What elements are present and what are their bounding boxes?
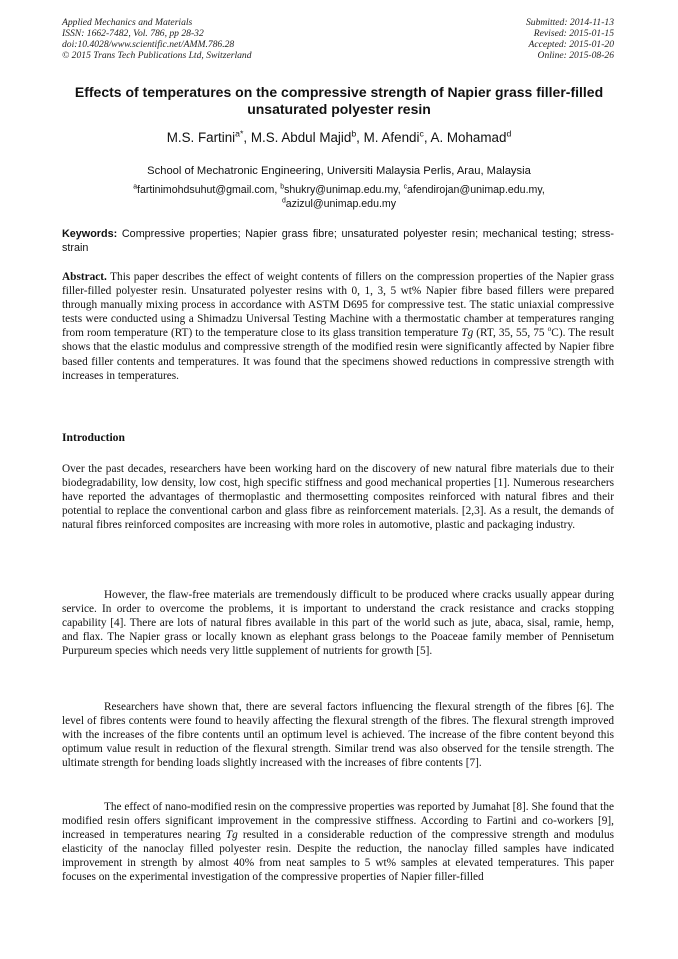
- copyright: © 2015 Trans Tech Publications Ltd, Switzerland: [62, 50, 252, 61]
- paper-title: Effects of temperatures on the compressive strength of Napier grass filler-filled unsaturated polyester resin: [74, 84, 604, 117]
- author-separator: ,: [423, 130, 431, 145]
- author-name: M.S. Abdul Majid: [250, 130, 352, 145]
- email-entry: [404, 184, 545, 196]
- intro-paragraph-2: However, the flaw-free materials are tremendously difficult to be produced where cracks usually appear during service. In order to overcome the problems, it is important to understand the crack resistance and cracks stopping capability [4]. There are lots of natural fibres available in this part of the world such as jute, abaca, sisal, ramie, hemp, and flax. The Napier grass or locally known as elephant grass belongs to the Poaceae family member of Pennisetum Purpureum species which needs very little supplement of nutrients for growth [5].: [62, 589, 614, 658]
- keywords: [62, 227, 614, 255]
- keywords-text: Compressive properties; Napier grass fibre; unsaturated polyester resin; mechanical testing; stress-strain: [62, 228, 614, 254]
- email-mark: b: [280, 183, 285, 191]
- doi: doi:10.4028/www.scientific.net/AMM.786.28: [62, 39, 235, 50]
- author-list: [62, 129, 616, 146]
- intro-paragraph-3: Researchers have shown that, there are several factors influencing the flexural strength of the fibres [6]. The level of fibres contents were found to heavily affecting the flexural strength of the fibres. The flexural strength improved with the increases of the fibre contents until an optimum level is achieved. The increase of the fibre content beyond this optimum value result in reduction of the flexural strength. Similar trend was also observed for the tensile strength. The ultimate strength for bending loads slightly increased with the increases of fibre contents [7].: [62, 701, 614, 770]
- abstract-text: C). The result shows that the elastic modulus and compressive strength of the modified resin were significantly affected by Napier fibre based filler contents and temperatures. It was found that the specimens showed reductions in compressive strength with increases in temperatures.: [62, 327, 614, 382]
- author-mark: b: [351, 128, 357, 139]
- email-address: shukry@unimap.edu.my,: [284, 184, 401, 196]
- submitted-date: Submitted: 2014-11-13: [525, 17, 614, 28]
- author-separator: ,: [356, 130, 364, 145]
- tg-symbol: Tg: [225, 829, 238, 842]
- email-address: afendirojan@unimap.edu.my,: [407, 184, 545, 196]
- email-entry: [280, 184, 400, 196]
- degree-mark: o: [547, 324, 552, 334]
- revised-date: Revised: 2015-01-15: [533, 28, 614, 39]
- email-entry: [133, 184, 277, 196]
- abstract: [62, 270, 614, 383]
- abstract-text: (RT, 35, 55, 75: [473, 327, 548, 340]
- email-mark: d: [281, 197, 286, 205]
- author-emails: [62, 183, 616, 211]
- intro-paragraph-4: [62, 800, 614, 885]
- abstract-text: This paper describes the effect of weight contents of fillers on the compression properties of the Napier grass filler-filled polyester resin. Unsaturated polyester resins with 0, 1, 3, 5 wt% Napier fibre based fillers were prepared through manually mixing process in accordance with ASTM D695 for compressive test. The static uniaxial compressive tests were conducted using a Shimadzu Universal Testing Machine with a thermostatic chamber at temperatures ranging from room temperature (RT) to the temperature close to its glass transition temperature: [62, 271, 614, 340]
- accepted-date: Accepted: 2015-01-20: [528, 39, 614, 50]
- abstract-label: Abstract.: [62, 271, 107, 283]
- author-mark: c: [419, 128, 424, 139]
- author-name: M. Afendi: [363, 130, 420, 145]
- tg-symbol: Tg: [461, 327, 474, 340]
- author-mark: d: [506, 128, 512, 139]
- online-date: Online: 2015-08-26: [537, 50, 614, 61]
- paragraph-text: The effect of nano-modified resin on the compressive properties was reported by Jumahat [8]. She found that the modified resin offers significant improvement in the compressive stiffness. According to Fartini and co-workers [9], increased in temperatures nearing: [62, 801, 614, 842]
- paragraph-text: resulted in a considerable reduction of the compressive strength and modulus elasticity of the nanoclay filled polyester resin. Despite the reduction, the nanoclay filled samples have indicated improvement in strength by almost 40% from neat samples to 5 wt% samples at elevated temperatures. This paper focuses on the experimental investigation of the compressive properties of Napier filler-filled: [62, 829, 614, 884]
- author-mark: a*: [235, 128, 244, 139]
- email-address: azizul@unimap.edu.my: [285, 198, 397, 210]
- journal-info: [62, 17, 252, 61]
- keywords-label: Keywords:: [62, 228, 118, 240]
- email-mark: c: [403, 183, 408, 191]
- author-name: A. Mohamad: [430, 130, 507, 145]
- journal-name: Applied Mechanics and Materials: [62, 17, 193, 28]
- email-entry: [282, 198, 396, 210]
- affiliation: School of Mechatronic Engineering, Universiti Malaysia Perlis, Arau, Malaysia: [147, 165, 531, 177]
- intro-paragraph-1: Over the past decades, researchers have been working hard on the discovery of new natural fibre materials due to their biodegradability, low density, low cost, high specific stiffness and good mechanical properties [1]. Numerous researchers have reported the advantages of thermoplastic and thermosetting composites reinforced with natural fibres and their potential to replace the conventional carbon and glass fibre as reinforcement materials. [2,3]. As a result, the demands of natural fibres reinforced composites are increasing with more roles in automotive, plastic and packaging industry.: [62, 463, 614, 532]
- author-name: M.S. Fartini: [166, 130, 236, 145]
- email-mark: a: [133, 183, 138, 191]
- author-separator: ,: [243, 130, 251, 145]
- email-address: fartinimohdsuhut@gmail.com,: [137, 184, 278, 196]
- publication-dates: [526, 17, 614, 61]
- issn: ISSN: 1662-7482, Vol. 786, pp 28-32: [62, 28, 204, 39]
- introduction-heading: Introduction: [62, 431, 125, 444]
